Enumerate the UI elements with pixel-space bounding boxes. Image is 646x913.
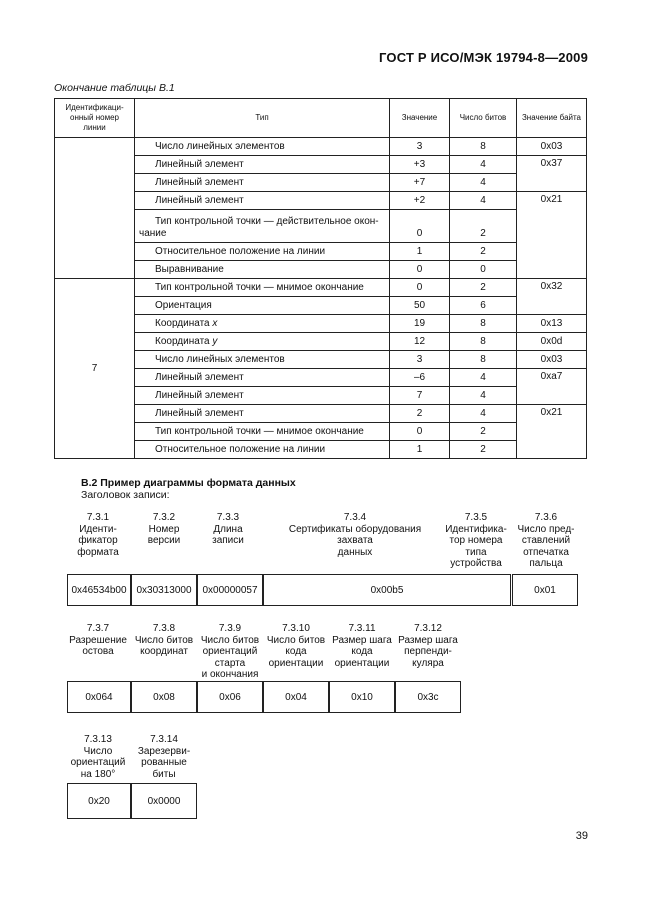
field-value-certificates: 0x00b5: [263, 574, 511, 606]
table-row: [55, 387, 587, 405]
table-header-row: [55, 99, 587, 138]
col-header-bits: Число битов: [450, 99, 517, 138]
value-cell: +2: [390, 192, 450, 210]
type-cell-line2: чание: [139, 228, 167, 239]
byte-cell: 0xa7: [517, 369, 587, 405]
field-label-orientation-step: 7.3.11 Размер шага кода ориентации: [332, 623, 392, 669]
value-cell: +3: [390, 156, 450, 174]
type-cell: Линейный элемент: [135, 156, 390, 174]
table-row: [55, 405, 587, 423]
field-value-reserved: 0x0000: [131, 783, 197, 819]
field-value-record-length: 0x00000057: [197, 574, 263, 606]
type-cell: Тип контрольной точки — мнимое окончание: [135, 279, 390, 297]
table-row: [55, 297, 587, 315]
table-row: [55, 174, 587, 192]
value-cell: 12: [390, 333, 450, 351]
field-label-version: 7.3.2 Номер версии: [147, 512, 181, 546]
page-number: 39: [575, 830, 588, 842]
section-title: B.2 Пример диаграммы формата данных: [81, 477, 296, 489]
value-cell: 1: [390, 441, 450, 459]
bits-cell: 8: [450, 315, 517, 333]
table-row: [55, 243, 587, 261]
type-cell: Выравнивание: [135, 261, 390, 279]
bits-cell: 6: [450, 297, 517, 315]
bits-cell: 2: [450, 279, 517, 297]
type-cell: [135, 210, 390, 243]
field-label-format-id: 7.3.1 Иденти- фикатор формата: [77, 512, 119, 558]
col-header-byte: Значение байта: [517, 99, 587, 138]
field-value-version: 0x30313000: [131, 574, 197, 606]
bits-cell: 4: [450, 156, 517, 174]
field-value-coord-bits: 0x08: [131, 681, 197, 713]
bits-cell: 2: [450, 210, 517, 243]
type-cell: Линейный элемент: [135, 369, 390, 387]
byte-cell: 0x37: [517, 156, 587, 192]
byte-cell: 0x03: [517, 138, 587, 156]
type-cell: Относительное положение на линии: [135, 441, 390, 459]
field-label-finger-count: 7.3.6 Число пред- ставлений отпечатка пальца: [517, 512, 575, 569]
table-row: [55, 423, 587, 441]
type-text: Координата x: [155, 317, 218, 329]
field-label-perpendicular-step: 7.3.12 Размер шага перпенди- куляра: [398, 623, 458, 669]
col-header-value: Значение: [390, 99, 450, 138]
table-row: [55, 441, 587, 459]
field-label-orientations-180: 7.3.13 Число ориентаций на 180°: [70, 734, 126, 780]
type-cell: Линейный элемент: [135, 174, 390, 192]
value-cell: 0: [390, 261, 450, 279]
id-cell: 7: [55, 279, 135, 459]
field-label-certificates: 7.3.4 Сертификаты оборудования захвата данных: [288, 512, 422, 558]
type-cell: Относительное положение на линии: [135, 243, 390, 261]
type-cell: Тип контрольной точки — мнимое окончание: [135, 423, 390, 441]
value-cell: 19: [390, 315, 450, 333]
byte-cell: 0x03: [517, 351, 587, 369]
type-cell: [135, 315, 390, 333]
type-cell: Число линейных элементов: [135, 351, 390, 369]
field-value-perpendicular-step: 0x3c: [395, 681, 461, 713]
table-row: [55, 138, 587, 156]
value-cell: 0: [390, 210, 450, 243]
field-label-reserved: 7.3.14 Зарезерви- рованные биты: [137, 734, 191, 780]
section-subtitle: Заголовок записи:: [81, 489, 170, 501]
field-label-device-type: 7.3.5 Идентифика- тор номера типа устройства: [445, 512, 507, 569]
field-value-resolution: 0x064: [67, 681, 131, 713]
table-row: [55, 333, 587, 351]
table-row: [55, 315, 587, 333]
byte-cell: 0x13: [517, 315, 587, 333]
field-label-coord-bits: 7.3.8 Число битов координат: [134, 623, 194, 657]
value-cell: +7: [390, 174, 450, 192]
table-row: [55, 156, 587, 174]
bits-cell: 4: [450, 387, 517, 405]
field-value-format-id: 0x46534b00: [67, 574, 131, 606]
byte-cell: 0x21: [517, 405, 587, 459]
type-cell: Число линейных элементов: [135, 138, 390, 156]
field-value-finger-count: 0x01: [512, 574, 578, 606]
bits-cell: 2: [450, 423, 517, 441]
type-cell: Ориентация: [135, 297, 390, 315]
value-cell: 0: [390, 279, 450, 297]
table-row: [55, 192, 587, 210]
table-row: [55, 210, 587, 243]
col-header-id: Идентификационный номер линии: [55, 99, 135, 138]
document-header: ГОСТ Р ИСО/МЭК 19794-8—2009: [379, 50, 588, 65]
value-cell: 3: [390, 138, 450, 156]
bits-cell: 8: [450, 351, 517, 369]
field-value-orientation-bits: 0x06: [197, 681, 263, 713]
table-row: [55, 279, 587, 297]
value-cell: 2: [390, 405, 450, 423]
type-cell-line1: Тип контрольной точки — действительное окон-: [155, 216, 379, 227]
byte-cell: 0x32: [517, 279, 587, 315]
field-value-orientation-code-bits: 0x04: [263, 681, 329, 713]
value-cell: –6: [390, 369, 450, 387]
table-row: [55, 369, 587, 387]
id-cell-empty: [55, 138, 135, 279]
bits-cell: 4: [450, 192, 517, 210]
bits-cell: 4: [450, 369, 517, 387]
field-label-orientation-bits: 7.3.9 Число битов ориентаций старта и окончания: [200, 623, 260, 680]
bits-cell: 2: [450, 441, 517, 459]
value-cell: 3: [390, 351, 450, 369]
value-cell: 7: [390, 387, 450, 405]
byte-cell: 0x0d: [517, 333, 587, 351]
field-value-orientations-180: 0x20: [67, 783, 131, 819]
bits-cell: 8: [450, 138, 517, 156]
bits-cell: 8: [450, 333, 517, 351]
table-caption: Окончание таблицы B.1: [54, 82, 175, 94]
value-cell: 1: [390, 243, 450, 261]
line-table: [54, 98, 587, 459]
value-cell: 0: [390, 423, 450, 441]
bits-cell: 4: [450, 174, 517, 192]
field-label-orientation-code-bits: 7.3.10 Число битов кода ориентации: [266, 623, 326, 669]
bits-cell: 4: [450, 405, 517, 423]
type-cell: Линейный элемент: [135, 405, 390, 423]
type-cell: Линейный элемент: [135, 192, 390, 210]
value-cell: 50: [390, 297, 450, 315]
type-cell: Координата y: [135, 333, 390, 351]
field-value-orientation-step: 0x10: [329, 681, 395, 713]
table-row: [55, 261, 587, 279]
field-label-record-length: 7.3.3 Длина записи: [212, 512, 244, 546]
bits-cell: 2: [450, 243, 517, 261]
type-cell: Линейный элемент: [135, 387, 390, 405]
byte-cell: 0x21: [517, 192, 587, 279]
table-row: [55, 351, 587, 369]
col-header-type: Тип: [135, 99, 390, 138]
bits-cell: 0: [450, 261, 517, 279]
field-label-resolution: 7.3.7 Разрешение остова: [69, 623, 127, 657]
